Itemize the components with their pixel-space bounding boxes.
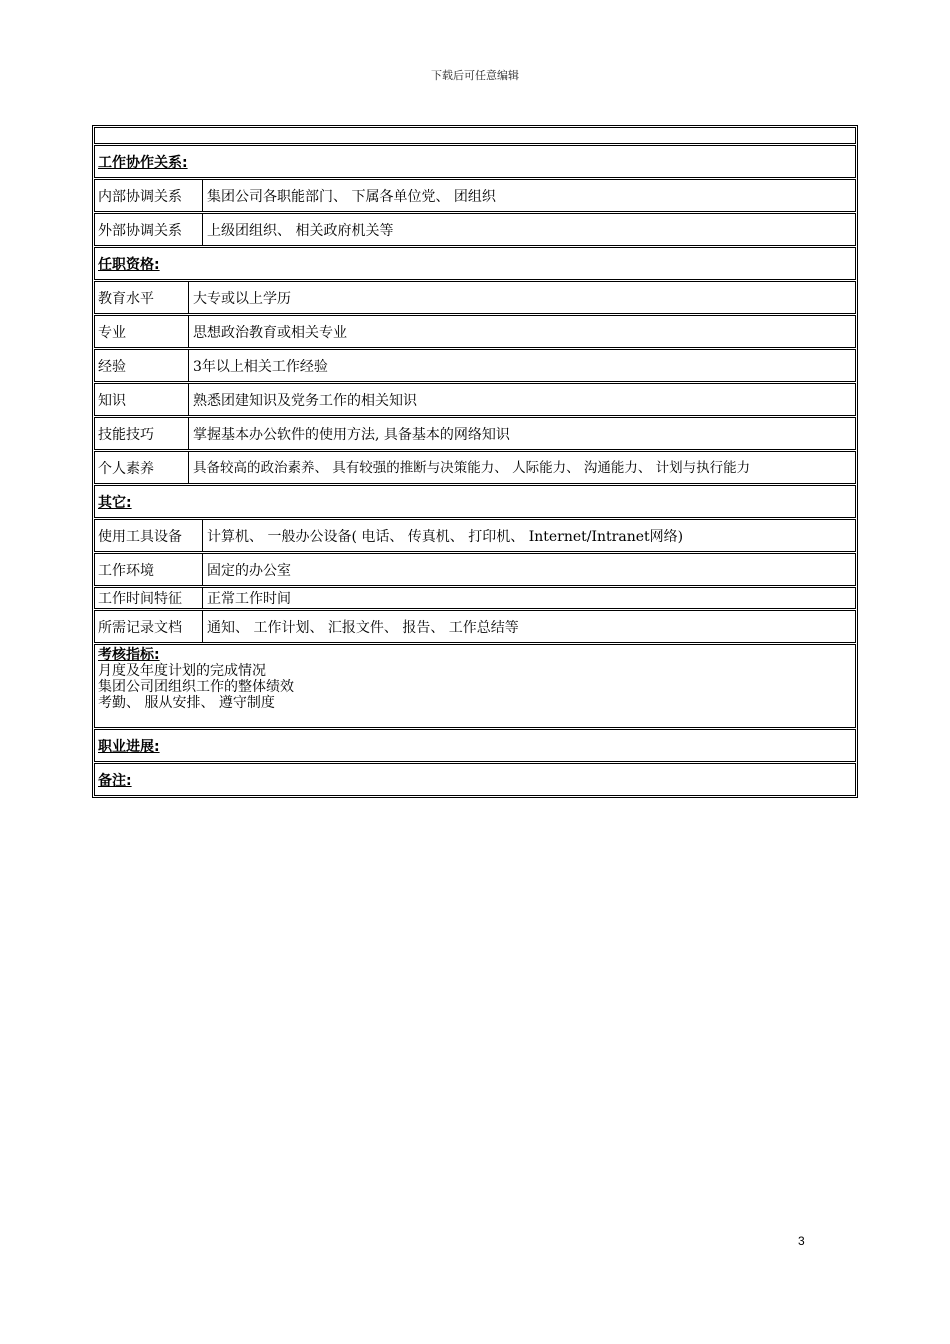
row-value: 熟悉团建知识及党务工作的相关知识: [193, 392, 417, 409]
kpi-line: 月度及年度计划的完成情况: [98, 663, 266, 679]
row-value: 3年以上相关工作经验: [193, 358, 328, 375]
kpi-line: 考勤、 服从安排、 遵守制度: [98, 695, 275, 711]
row-records: [94, 610, 856, 643]
row-label: 内部协调关系: [95, 180, 203, 211]
row-label: 知识: [95, 384, 189, 415]
row-value: 集团公司各职能部门、 下属各单位党、 团组织: [207, 188, 496, 205]
row-skills: [94, 417, 856, 450]
row-label: 技能技巧: [95, 418, 189, 449]
row-value: 掌握基本办公软件的使用方法, 具备基本的网络知识: [193, 426, 510, 443]
kpi-block: [94, 644, 856, 728]
kpi-title: 考核指标:: [98, 647, 160, 663]
row-personal-quality: [94, 451, 856, 484]
row-environment: [94, 553, 856, 586]
row-tools: [94, 519, 856, 552]
row-value: 通知、 工作计划、 汇报文件、 报告、 工作总结等: [207, 619, 519, 636]
top-blank-row: [94, 127, 856, 144]
section-other: 其它:: [94, 485, 856, 518]
row-internal-coordination: [94, 179, 856, 212]
row-label: 专业: [95, 316, 189, 347]
section-career: 职业进展:: [94, 729, 856, 762]
row-label: 外部协调关系: [95, 214, 203, 245]
row-label: 教育水平: [95, 282, 189, 313]
row-experience: [94, 349, 856, 382]
row-external-coordination: [94, 213, 856, 246]
row-label: 工作环境: [95, 554, 203, 585]
row-label: 经验: [95, 350, 189, 381]
row-value: 上级团组织、 相关政府机关等: [207, 222, 394, 239]
section-qualifications: 任职资格:: [94, 247, 856, 280]
row-label: 所需记录文档: [95, 611, 203, 642]
row-label: 工作时间特征: [95, 588, 203, 608]
row-value: 具备较高的政治素养、 具有较强的推断与决策能力、 人际能力、 沟通能力、 计划与执行能力: [193, 459, 751, 476]
row-value: 计算机、 一般办公设备( 电话、 传真机、 打印机、 Internet/Intranet网络): [207, 528, 684, 545]
job-description-form: [92, 125, 858, 798]
row-label: 使用工具设备: [95, 520, 203, 551]
row-value: 固定的办公室: [207, 562, 291, 579]
row-knowledge: [94, 383, 856, 416]
row-value: 思想政治教育或相关专业: [193, 324, 347, 341]
row-major: [94, 315, 856, 348]
row-value: 大专或以上学历: [193, 290, 291, 307]
row-label: 个人素养: [95, 452, 189, 483]
section-remarks: 备注:: [94, 763, 856, 796]
row-education: [94, 281, 856, 314]
page-number: 3: [798, 1234, 805, 1248]
kpi-line: 集团公司团组织工作的整体绩效: [98, 679, 294, 695]
header-note: 下载后可任意编辑: [431, 69, 519, 82]
section-collaboration: 工作协作关系:: [94, 145, 856, 178]
row-value: 正常工作时间: [207, 591, 291, 607]
row-work-time: [94, 587, 856, 609]
